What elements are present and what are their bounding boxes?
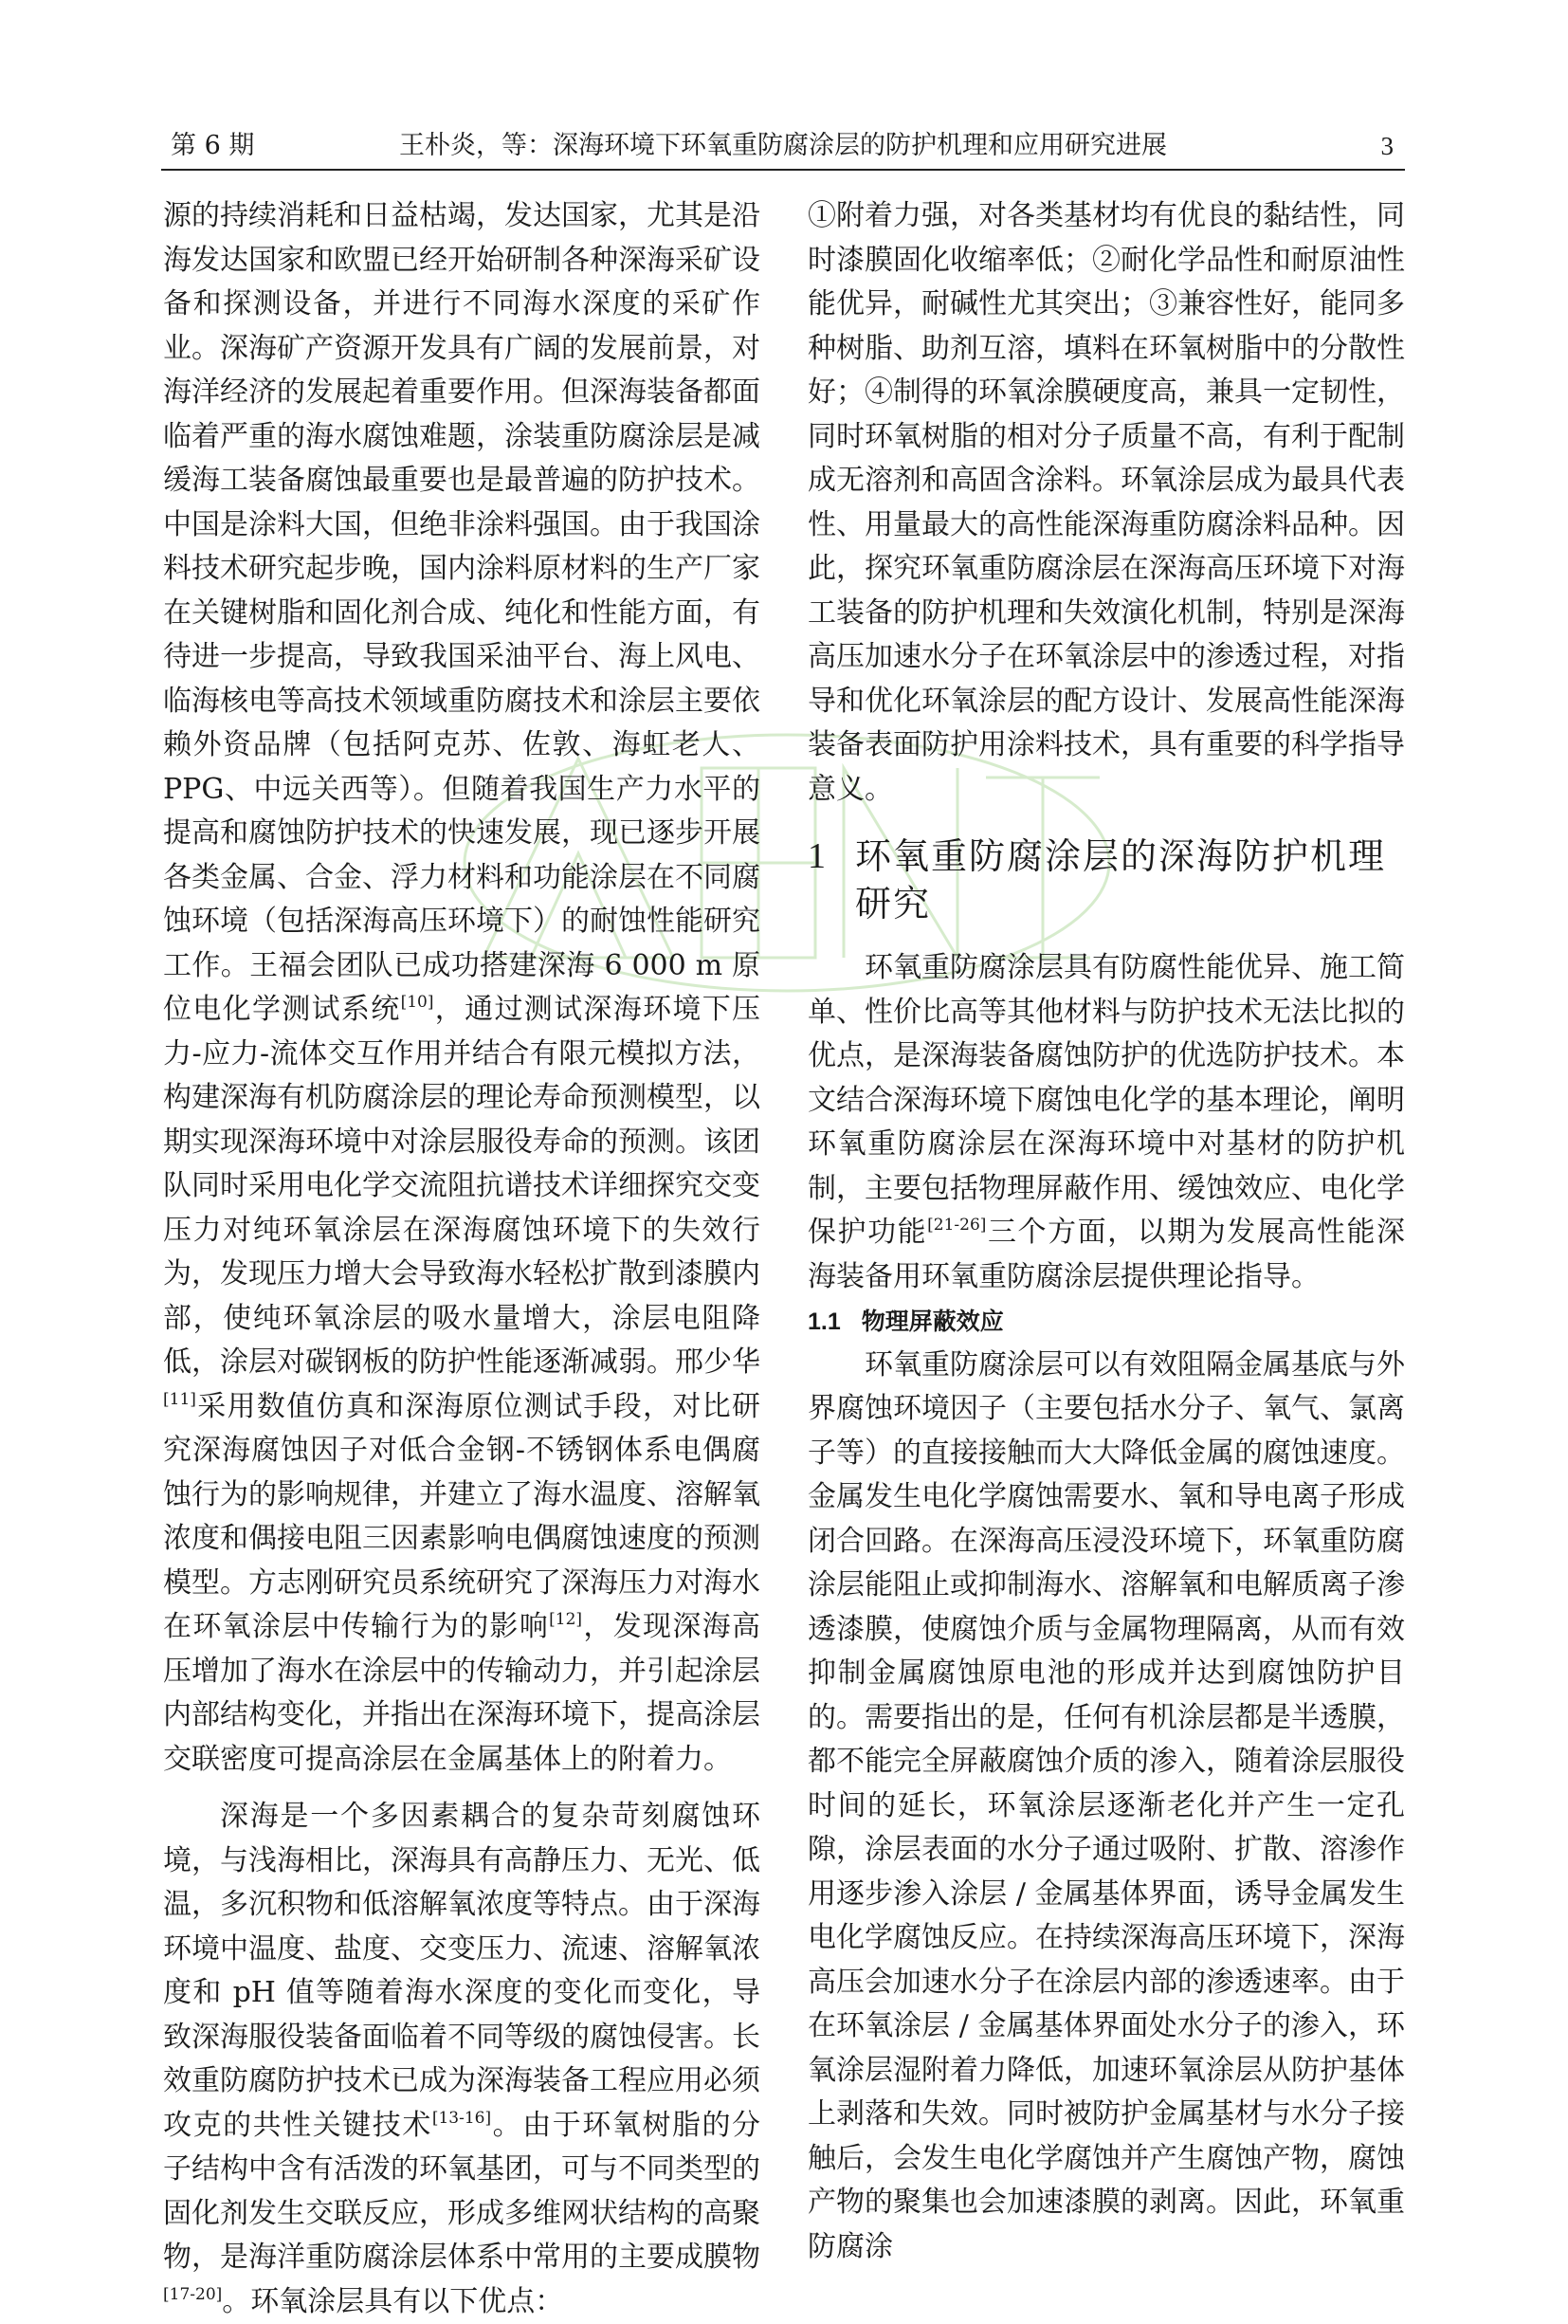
right-paragraph-3: 环氧重防腐涂层可以有效阻隔金属基底与外界腐蚀环境因子（主要包括水分子、氧气、氯离子等）的直接接触而大大降低金属的腐蚀速度。金属发生电化学腐蚀需要水、氧和导电离子形成闭合回路。在深海高压浸没环境下，环氧重防腐涂层能阻止或抑制海水、溶解氧和电解质离子渗透漆膜，使腐蚀介质与金属物理隔离，从而有效抑制金属腐蚀原电池的形成并达到腐蚀防护目的。需要指出的是，任何有机涂层都是半透膜，都不能完全屏蔽腐蚀介质的渗入，随着涂层服役时间的延长，环氧涂层逐渐老化并产生一定孔隙，涂层表面的水分子通过吸附、扩散、溶渗作用逐步渗入涂层 / 金属基体界面，诱导金属发生电化学腐蚀反应。在持续深海高压环境下，深海高压会加速水分子在涂层内部的渗透速率。由于在环氧涂层 / 金属基体界面处水分子的渗入，环氧涂层湿附着力降低，加速环氧涂层从防护基体上剥落和失效。同时被防护金属基材与水分子接触后，会发生电化学腐蚀并产生腐蚀产物，腐蚀产物的聚集也会加速漆膜的剥离。因此，环氧重防腐涂	[808, 1347, 1405, 2263]
citation-21-26: [21-26]	[927, 1216, 987, 1235]
citation-11: [11]	[163, 1389, 196, 1409]
running-header	[161, 123, 1405, 171]
issue-number: 第 6 期	[171, 131, 255, 160]
right-paragraph-1: ①附着力强，对各类基材均有优良的黏结性，同时漆膜固化收缩率低；②耐化学品性和耐原油性能优异，耐碱性尤其突出；③兼容性好，能同多种树脂、助剂互溶，填料在环氧树脂中的分散性好；④制得的环氧涂膜硬度高，兼具一定韧性，同时环氧树脂的相对分子质量不高，有利于配制成无溶剂和高固含涂料。环氧涂层成为最具代表性、用量最大的高性能深海重防腐涂料品种。因此，探究环氧重防腐涂层在深海高压环境下对海工装备的防护机理和失效演化机制，特别是深海高压加速水分子在环氧涂层中的渗透过程，对指导和优化环氧涂层的配方设计、发展高性能深海装备表面防护用涂料技术，具有重要的科学指导意义。	[808, 199, 1405, 806]
section-heading-1	[808, 833, 1405, 927]
citation-10: [10]	[400, 993, 434, 1012]
citation-17-20: [17-20]	[163, 2284, 223, 2304]
paragraph-gap	[163, 1782, 760, 1795]
right-paragraph-2: 环氧重防腐涂层具有防腐性能优异、施工简单、性价比高等其他材料与防护技术无法比拟的优点，是深海装备腐蚀防护的优选防护技术。本文结合深海环境下腐蚀电化学的基本理论，阐明环氧重防腐涂层在深海环境中对基材的防护机制，主要包括物理屏蔽作用、缓蚀效应、电化学保护功能[21-26]三个方面，以期为发展高性能深海装备用环氧重防腐涂层提供理论指导。	[808, 951, 1406, 1293]
subsection-title: 物理屏蔽效应	[861, 1308, 1004, 1335]
section-number: 1	[808, 836, 828, 876]
left-paragraph-2: 深海是一个多因素耦合的复杂苛刻腐蚀环境，与浅海相比，深海具有高静压力、无光、低温，多沉积物和低溶解氧浓度等特点。由于深海环境中温度、盐度、交变压力、流速、溶解氧浓度和 pH 值等随着海水深度的变化而变化，导致深海服役装备面临着不同等级的腐蚀侵害。长效重防腐防护技术已成为深海装备工程应用必须攻克的共性关键技术[13-16]。由于环氧树脂的分子结构中含有活泼的环氧基团，可与不同类型的固化剂发生交联反应，形成多维网状结构的高聚物，是海洋重防腐涂层体系中常用的主要成膜物[17-20]。环氧涂层具有以下优点：	[163, 1800, 760, 2318]
right-column	[808, 194, 1405, 2269]
left-column	[163, 194, 760, 2324]
citation-13-16: [13-16]	[431, 2108, 492, 2128]
citation-12: [12]	[549, 1610, 583, 1629]
section-title: 环氧重防腐涂层的深海防护机理研究	[855, 835, 1387, 924]
page-number: 3	[1380, 132, 1394, 160]
subsection-heading-1-1	[808, 1299, 1405, 1344]
left-paragraph-1: 源的持续消耗和日益枯竭，发达国家，尤其是沿海发达国家和欧盟已经开始研制各种深海采矿设备和探测设备，并进行不同海水深度的采矿作业。深海矿产资源开发具有广阔的发展前景，对海洋经济的发展起着重要作用。但深海装备都面临着严重的海水腐蚀难题，涂装重防腐涂层是减缓海工装备腐蚀最重要也是最普遍的防护技术。中国是涂料大国，但绝非涂料强国。由于我国涂料技术研究起步晚，国内涂料原材料的生产厂家在关键树脂和固化剂合成、纯化和性能方面，有待进一步提高，导致我国采油平台、海上风电、临海核电等高技术领域重防腐技术和涂层主要依赖外资品牌（包括阿克苏、佐敦、海虹老人、PPG、中远关西等）。但随着我国生产力水平的提高和腐蚀防护技术的快速发展，现已逐步开展各类金属、合金、浮力材料和功能涂层在不同腐蚀环境（包括深海高压环境下）的耐蚀性能研究工作。王福会团队已成功搭建深海 6 000 m 原位电化学测试系统[10]，通过测试深海环境下压力-应力-流体交互作用并结合有限元模拟方法，构建深海有机防腐涂层的理论寿命预测模型，以期实现深海环境中对涂层服役寿命的预测。该团队同时采用电化学交流阻抗谱技术详细探究交变压力对纯环氧涂层在深海腐蚀环境下的失效行为，发现压力增大会导致海水轻松扩散到漆膜内部，使纯环氧涂层的吸水量增大，涂层电阻降低，涂层对碳钢板的防护性能逐渐减弱。邢少华[11]采用数值仿真和深海原位测试手段，对比研究深海腐蚀因子对低合金钢-不锈钢体系电偶腐蚀行为的影响规律，并建立了海水温度、溶解氧浓度和偶接电阻三因素影响电偶腐蚀速度的预测模型。方志刚研究员系统研究了深海压力对海水在环氧涂层中传输行为的影响[12]，发现深海高压增加了海水在涂层中的传输动力，并引起涂层内部结构变化，并指出在深海环境下，提高涂层交联密度可提高涂层在金属基体上的附着力。	[163, 199, 761, 1776]
running-title: 王朴炎，等：深海环境下环氧重防腐涂层的防护机理和应用研究进展	[399, 131, 1167, 160]
subsection-number: 1.1	[808, 1308, 841, 1335]
